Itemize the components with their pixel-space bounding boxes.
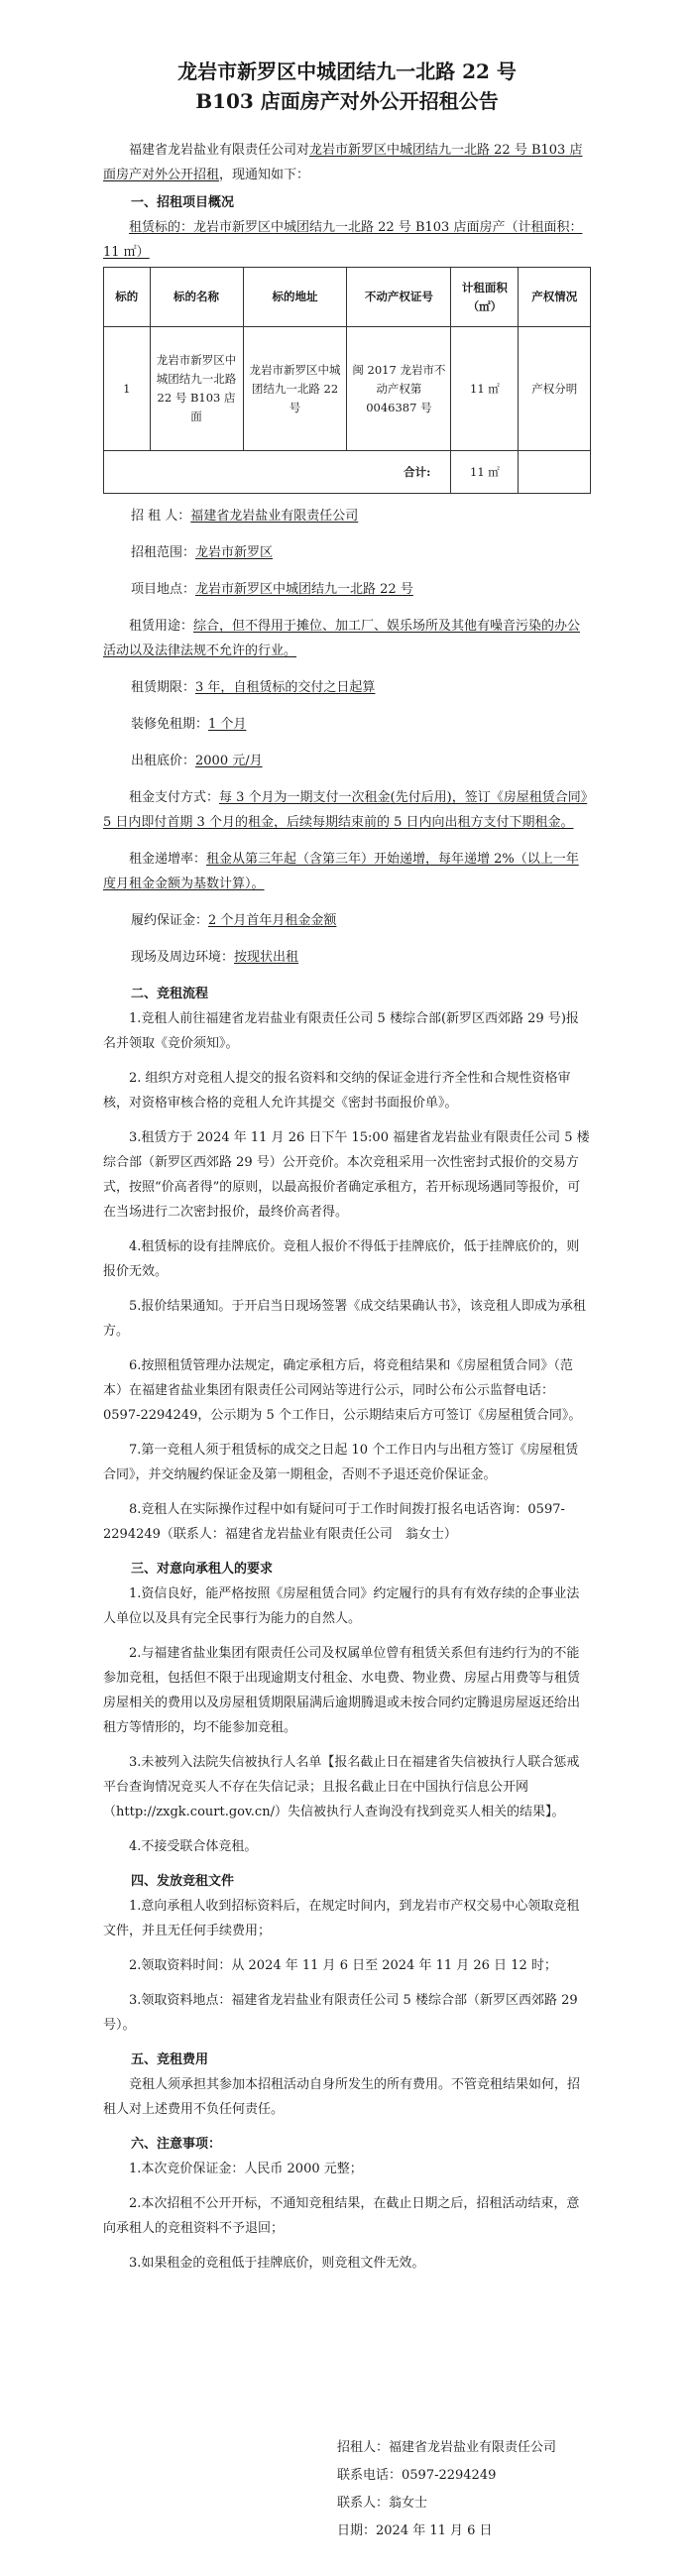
section-2-heading: 二、竞租流程	[131, 987, 209, 1001]
scope-row	[131, 540, 591, 565]
sum-empty	[519, 451, 591, 494]
procedure-item: 6.按照租赁管理办法规定，确定承租方后，将竞租结果和《房屋租赁合同》（范本）在福建省盐业集团有限责任公司网站等进行公示，同时公布公示监督电话：0597-2294249，公示期为 5 个工作日，公示期结束后方可签订《房屋租赁合同》。	[103, 1358, 582, 1423]
document-item: 2.领取资料时间：从 2024 年 11 月 6 日至 2024 年 11 月 26 日 12 时；	[129, 1958, 557, 1973]
requirement-item: 2.与福建省盐业集团有限责任公司及权属单位曾有租赁关系但有违约行为的不能参加竞租，包括但不限于出现逾期支付租金、水电费、物业费、房屋占用费等与租赁房屋相关的费用以及房屋租赁期限届满后逾期腾退或未按合同约定腾退房屋返还给出租方等情形的，均不能参加竞租。	[103, 1646, 581, 1735]
note-item: 3.如果租金的竞租低于挂牌底价，则竞租文件无效。	[129, 2256, 425, 2271]
term-value: 3 年，自租赁标的交付之日起算	[195, 680, 376, 695]
scope-label: 招租范围：	[131, 545, 196, 560]
pay-value: 每 3 个月为一期支付一次租金(先付后用)，签订《房屋租赁合同》5 日内即付首期 3 个月的租金，后续每期结束前的 5 日内向出租方支付下期租金。	[103, 790, 588, 830]
table-cell: 11 ㎡	[451, 327, 519, 451]
col-header: 标的地址	[243, 268, 347, 327]
note-item: 1.本次竞价保证金：人民币 2000 元整；	[129, 2162, 363, 2176]
deco-value: 1 个月	[208, 717, 247, 732]
use-row	[103, 614, 591, 663]
col-header: 不动产权证号	[347, 268, 451, 327]
increase-row	[103, 847, 591, 896]
location-row	[131, 577, 591, 602]
sum-label: 合计:	[104, 451, 451, 494]
project-desc-text: 租赁标的：龙岩市新罗区中城团结九一北路 22 号 B103 店面房产（计租面积：11 ㎡）	[103, 220, 583, 260]
table-cell: 闽 2017 龙岩市不动产权第 0046387 号	[347, 327, 451, 451]
procedure-item: 4.租赁标的设有挂牌底价。竞租人报价不得低于挂牌底价，低于挂牌底价的，则报价无效。	[103, 1239, 580, 1279]
price-value: 2000 元/月	[195, 754, 263, 768]
sign-lessor: 招租人：福建省龙岩盐业有限责任公司	[337, 2440, 557, 2455]
procedure-item: 5.报价结果通知。于开启当日现场签署《成交结果确认书》，该竞租人即成为承租方。	[103, 1299, 586, 1339]
sum-value: 11 ㎡	[451, 451, 519, 494]
location-value: 龙岩市新罗区中城团结九一北路 22 号	[195, 582, 413, 597]
procedure-item: 8.竞租人在实际操作过程中如有疑问可于工作时间拨打报名电话咨询：0597-2294249（联系人：福建省龙岩盐业有限责任公司 翁女士）	[103, 1502, 565, 1542]
increase-value: 租金从第三年起（含第三年）开始递增，每年递增 2%（以上一年度月租金金额为基数计算）。	[103, 852, 579, 891]
requirement-item: 1.资信良好，能严格按照《房屋租赁合同》约定履行的具有有效存续的企事业法人单位以及具有完全民事行为能力的自然人。	[103, 1586, 580, 1626]
project-desc	[103, 215, 591, 265]
increase-label: 租金递增率：	[129, 852, 207, 867]
procedure-item: 2. 组织方对竞租人提交的报名资料和交纳的保证金进行齐全性和合规性资格审核，对资格审核合格的竞租人允许其提交《密封书面报价单》。	[103, 1071, 571, 1111]
intro-prefix: 福建省龙岩盐业有限责任公司对	[129, 143, 310, 158]
status-value: 按现状出租	[234, 950, 299, 965]
table-header-row	[104, 268, 591, 327]
term-label: 租赁期限：	[131, 680, 196, 695]
section-6-heading: 六、注意事项：	[131, 2137, 222, 2152]
table-sum-row	[104, 451, 591, 494]
col-header: 计租面积（㎡）	[451, 268, 519, 327]
lessor-value: 福建省龙岩盐业有限责任公司	[190, 509, 359, 524]
lessor-label: 招 租 人：	[131, 509, 191, 524]
section-3-heading: 三、对意向承租人的要求	[131, 1562, 274, 1577]
requirement-item: 3.未被列入法院失信被执行人名单【报名截止日在福建省失信被执行人联合惩戒平台查询情况竞买人不存在失信记录；且报名截止日在中国执行信息公开网（http://zxgk.court.gov.cn/）失信被执行人查询没有找到竞买人相关的结果】。	[103, 1755, 580, 1819]
title-line-1: 龙岩市新罗区中城团结九一北路 22 号	[177, 59, 517, 83]
sign-phone: 联系电话：0597-2294249	[337, 2468, 497, 2483]
section-4-heading: 四、发放竞租文件	[131, 1874, 235, 1889]
fee-paragraph: 竞租人须承担其参加本招租活动自身所发生的所有费用。不管竞租结果如何，招租人对上述费用不负任何责任。	[103, 2077, 581, 2117]
document-item: 1.意向承租人收到招标资料后，在规定时间内，到龙岩市产权交易中心领取竞租文件，并且无任何手续费用；	[103, 1899, 580, 1938]
col-header: 产权情况	[519, 268, 591, 327]
procedure-item: 1.竞租人前往福建省龙岩盐业有限责任公司 5 楼综合部(新罗区西郊路 29 号)报名并领取《竞价须知》。	[103, 1011, 579, 1051]
sign-contact: 联系人：翁女士	[337, 2496, 428, 2511]
table-cell: 龙岩市新罗区中城团结九一北路 22 号	[243, 327, 347, 451]
price-label: 出租底价：	[131, 754, 196, 768]
location-label: 项目地点：	[131, 582, 196, 597]
procedure-item: 3.租赁方于 2024 年 11 月 26 日下午 15:00 福建省龙岩盐业有限责任公司 5 楼综合部（新罗区西郊路 29 号）公开竞价。本次竞租采用一次性密封式报价的交易方式，按照“价高者得”的原则，以最高报价者确定承租方，若开标现场遇同等报价，可在当场进行二次密封报价，最终价高者得。	[103, 1130, 590, 1220]
deco-label: 装修免租期：	[131, 717, 209, 732]
intro-paragraph	[103, 138, 591, 187]
document-title	[103, 0, 591, 116]
section-1-heading: 一、招租项目概况	[131, 195, 235, 210]
price-row	[131, 749, 591, 773]
deposit-label: 履约保证金：	[131, 913, 209, 928]
requirement-item: 4.不接受联合体竞租。	[129, 1839, 258, 1854]
title-line-2: B103 店面房产对外公开招租公告	[195, 89, 499, 113]
scope-value: 龙岩市新罗区	[195, 545, 274, 560]
procedure-item: 7.第一竞租人须于租赁标的成交之日起 10 个工作日内与出租方签订《房屋租赁合同》，并交纳履约保证金及第一期租金，否则不予退还竞价保证金。	[103, 1443, 579, 1482]
col-header: 标的	[104, 268, 151, 327]
table-cell: 1	[104, 327, 151, 451]
term-row	[131, 675, 591, 700]
intro-project: 龙岩市新罗区中城团结九一北路 22 号 B103 店面房产对外公开招租	[103, 143, 583, 182]
table-cell: 龙岩市新罗区中城团结九一北路 22 号 B103 店面	[150, 327, 243, 451]
sign-date: 日期：2024 年 11 月 6 日	[337, 2523, 493, 2538]
deposit-row	[131, 908, 591, 933]
section-5-heading: 五、竞租费用	[131, 2052, 209, 2067]
status-row	[131, 945, 591, 970]
pay-label: 租金支付方式：	[129, 790, 220, 805]
lease-table	[103, 267, 591, 494]
deposit-value: 2 个月首年月租金金额	[208, 913, 337, 928]
col-header: 标的名称	[150, 268, 243, 327]
use-value: 综合，但不得用于摊位、加工厂、娱乐场所及其他有噪音污染的办公活动以及法律法规不允许的行业。	[103, 619, 581, 658]
document-item: 3.领取资料地点：福建省龙岩盐业有限责任公司 5 楼综合部（新罗区西郊路 29 号）。	[103, 1993, 578, 2033]
pay-row	[103, 785, 591, 835]
status-label: 现场及周边环境：	[131, 950, 235, 965]
table-cell: 产权分明	[519, 327, 591, 451]
table-row	[104, 327, 591, 451]
signature-block	[337, 2434, 556, 2545]
use-label: 租赁用途：	[129, 619, 194, 634]
intro-suffix: ，现通知如下：	[219, 168, 310, 182]
deco-row	[131, 712, 591, 737]
note-item: 2.本次招租不公开开标，不通知竞租结果，在截止日期之后，招租活动结束，意向承租人的竞租资料不予退回；	[103, 2196, 580, 2236]
lessor-row	[131, 504, 591, 528]
